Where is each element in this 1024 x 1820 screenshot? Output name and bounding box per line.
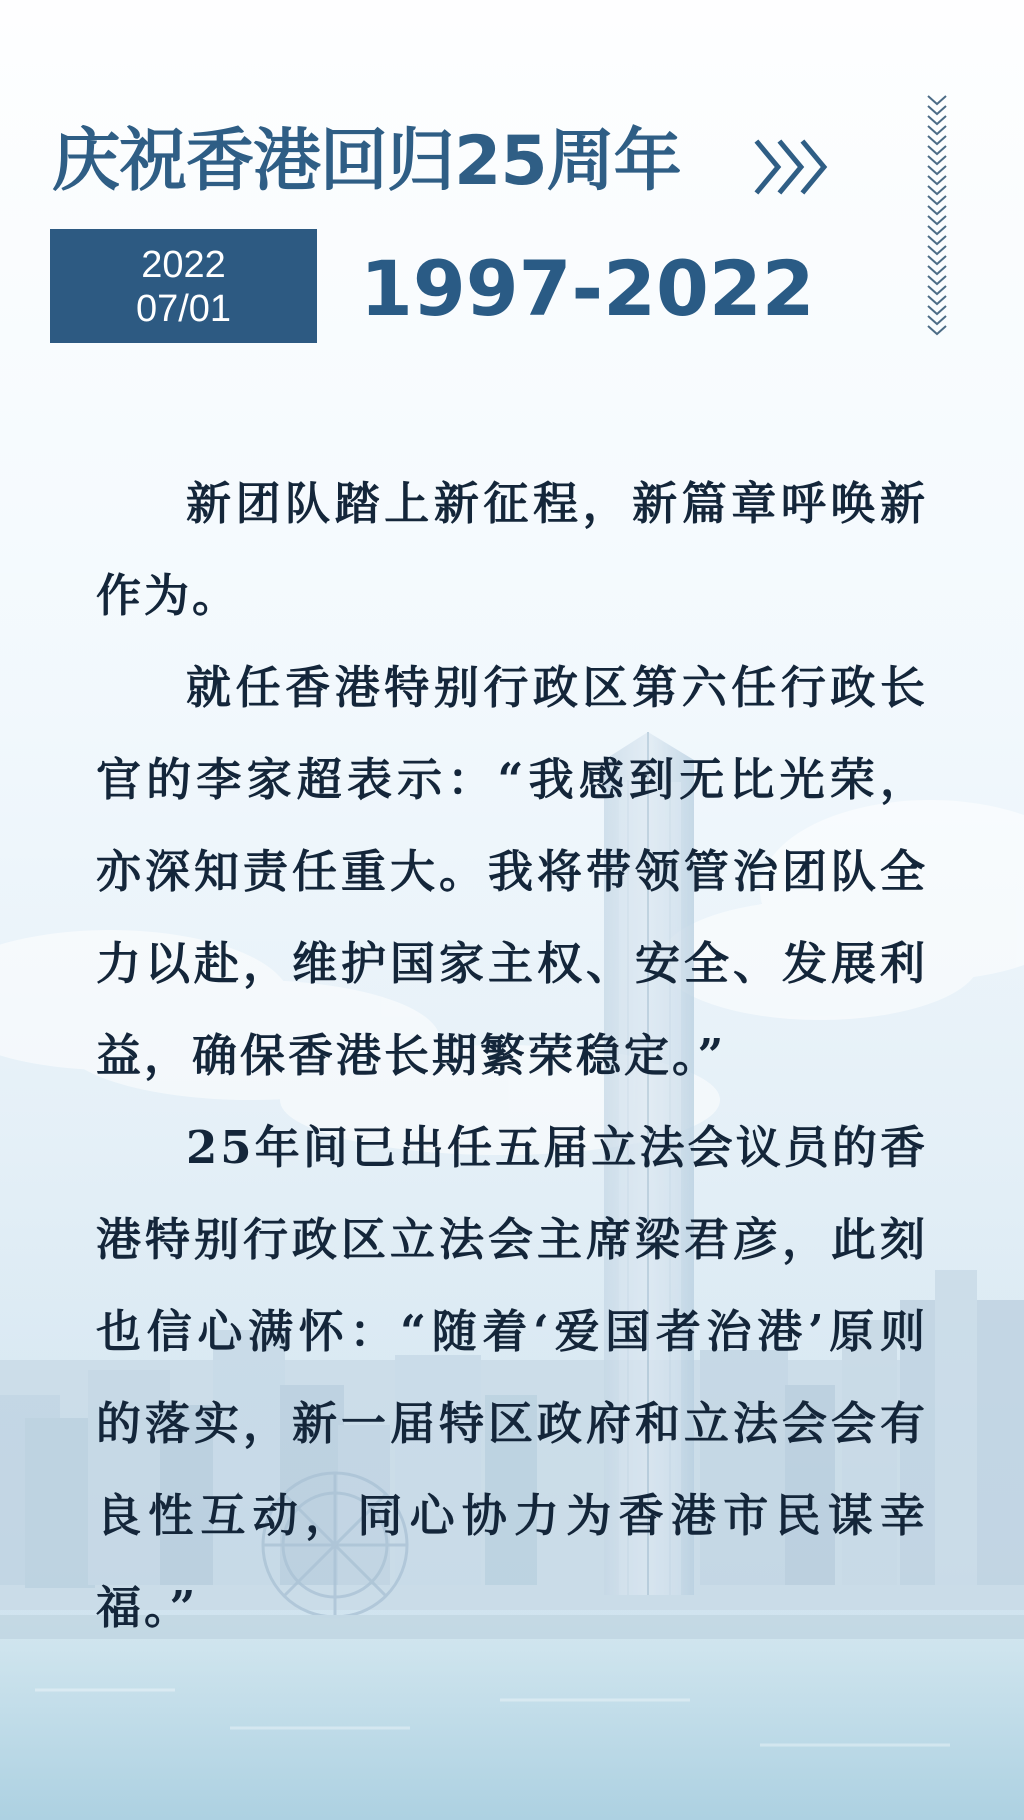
article-paragraph: 25年间已出任五届立法会议员的香港特别行政区立法会主席梁君彦，此刻也信心满怀：“随着‘爱国者治港’原则的落实，新一届特区政府和立法会会有良性互动，同心协力为香港市民谋幸福。”: [96, 1121, 928, 1634]
page-title: 庆祝香港回归25周年: [52, 122, 681, 201]
date-year: 2022: [141, 244, 226, 286]
article-paragraph: 就任香港特别行政区第六任行政长官的李家超表示：“我感到无比光荣，亦深知责任重大。我将带领管治团队全力以赴，维护国家主权、安全、发展利益，确保香港长期繁荣稳定。”: [96, 661, 928, 1082]
article-body: [96, 458, 928, 1654]
vertical-chevron-column-icon: [926, 94, 948, 344]
date-day: 07/01: [135, 288, 232, 330]
article-paragraph: 新团队踏上新征程，新篇章呼唤新作为。: [96, 477, 928, 622]
triple-chevron-right-icon: [754, 139, 828, 195]
date-badge: [50, 229, 317, 343]
year-range: 1997-2022: [360, 244, 815, 333]
